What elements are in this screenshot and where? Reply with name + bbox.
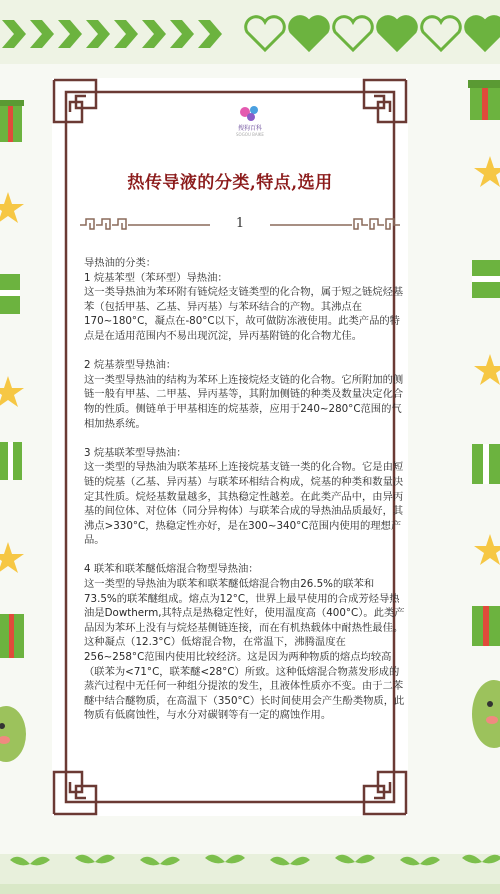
character-icon: [472, 680, 500, 748]
top-decorative-band: [0, 0, 500, 64]
section-body: 这一类型的导热油为联苯基环上连接烷基支链一类的化合物。它是由短链的烷基（乙基、异丙基）与联苯环相结合构成，烷基的种类和数量决定其性质。烷烃基数量越多，其热稳定性越差。在此类产品中，由异丙基的间位体、对位体（同分异构体）与联苯合成的导热油品质最好，其沸点>330°C，热稳定性亦好，是在300~340°C范围内使用的理想产品。: [84, 461, 404, 547]
gift-icon: [472, 444, 500, 484]
star-icon: [474, 354, 500, 385]
section-body: 这一类型导热油的结构为苯环上连接烷烃支链的化合物。它所附加的侧链一般有甲基、二甲基、异丙基等，其附加侧链的种类及数量决定化合物的性质。侧链单于甲基相连的烷基萘，应用于240~280°C范围的气相加热系统。: [84, 373, 404, 430]
brand-logo: [214, 104, 286, 140]
intro-line: 导热油的分类：: [84, 257, 157, 269]
gift-icon: [0, 442, 22, 480]
character-icon: [0, 706, 26, 762]
section-body: 这一类型的导热油为联苯和联苯醚低熔混合物由26.5%的联苯和73.5%的联苯醚组成。熔点为12°C，世界上最早使用的合成芳烃导热油是Dowtherm,其特点是热稳定性好，使用温度高（400°C）。此类产品因为苯环上没有与烷烃基侧链连接，而在有机热载体中耐热性最佳。这种凝点（12.3°C）低熔混合物，在常温下，沸腾温度在256~258°C范围内使用比较经济。这是因为两种物质的熔点均较高（联苯为<71°C，联苯醚<28°C）所致。这种低熔混合物蒸发形成的蒸汽过程中无任何一种组分提浓的发生，且液体性质亦不变。由于二苯醚中结合醚物质，在高温下（350°C）长时间使用会产生酚类物质，此物质有低腐蚀性，与水分对碳钢等有一定的腐蚀作用。: [84, 578, 405, 722]
star-icon: [0, 542, 24, 573]
page-title: 热传导液的分类,特点,选用: [127, 173, 333, 193]
right-side-decorations: [452, 64, 500, 824]
section-heading: 1 烷基苯型（苯环型）导热油：: [84, 271, 228, 284]
gift-icon: [468, 80, 500, 120]
gift-icon: [472, 260, 500, 298]
left-side-decorations: [0, 64, 48, 824]
page-number: 1: [235, 216, 245, 231]
gift-icon: [0, 100, 24, 142]
gift-icon: [0, 614, 24, 658]
star-icon: [474, 156, 500, 187]
logo-subtext: SOGOU BAIKE: [236, 132, 264, 137]
bottom-decorative-band: [0, 824, 500, 894]
star-icon: [0, 376, 24, 407]
star-icon: [474, 534, 500, 565]
article-body: [84, 256, 406, 723]
gift-icon: [472, 606, 500, 646]
section-body: 这一类导热油为苯环附有链烷烃支链类型的化合物，属于短之链烷烃基苯（包括甲基、乙基、异丙基）与苯环结合的产物。其沸点在170~180°C，凝点在-80°C以下，故可做防冻液使用。此类产品的特点是在适用范围内不易出现沉淀，异丙基附链的化合物尤佳。: [84, 286, 404, 342]
section-heading: 4 联苯和联苯醚低熔混合物型导热油：: [84, 563, 259, 576]
section-heading: 2 烷基萘型导热油：: [84, 359, 177, 372]
gift-icon: [0, 274, 20, 314]
section-heading: 3 烷基联苯型导热油：: [84, 446, 187, 459]
star-icon: [0, 192, 24, 223]
logo-icon: [236, 104, 264, 122]
logo-text: 搜狗百科: [237, 125, 262, 132]
